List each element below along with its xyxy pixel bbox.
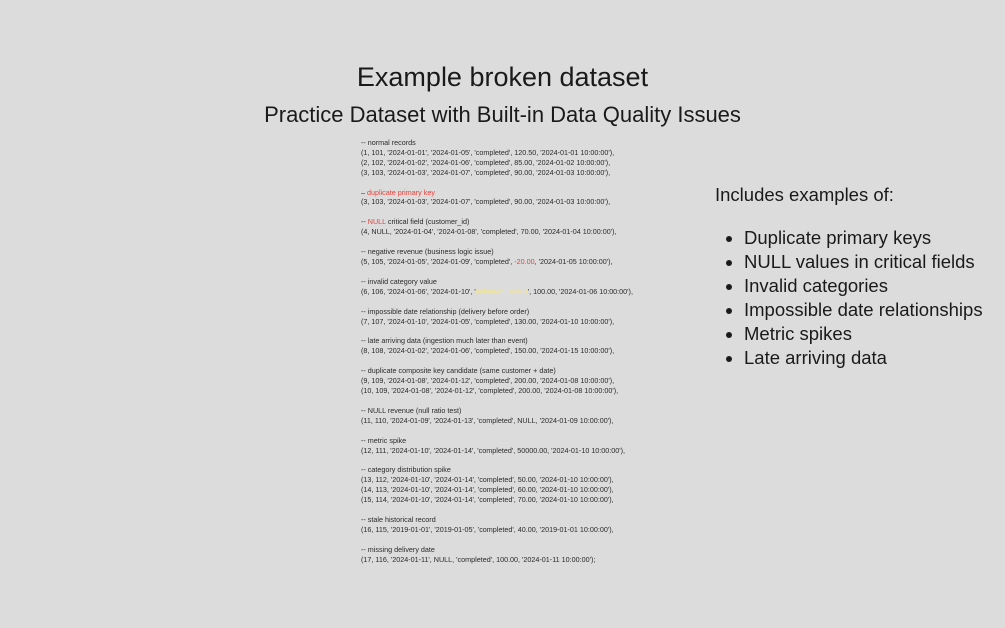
code-comment — [361, 217, 701, 227]
code-row — [361, 416, 701, 426]
code-comment — [361, 277, 701, 287]
highlighted-text: duplicate primary key — [367, 187, 435, 197]
code-group — [361, 247, 701, 267]
issue-label: Duplicate primary keys — [744, 227, 932, 248]
code-row — [361, 287, 701, 297]
code-text: ', 100.00, '2024-01-06 10:00:00'), — [527, 286, 633, 296]
issue-label: Invalid categories — [744, 275, 888, 296]
issues-list — [715, 226, 995, 370]
code-text: , '2024-01-05 10:00:00'), — [534, 257, 613, 267]
bullet-icon — [726, 308, 732, 314]
code-group — [361, 436, 701, 456]
code-comment — [361, 247, 701, 257]
code-spacer — [361, 426, 701, 436]
code-text: -- missing delivery date — [361, 544, 435, 554]
code-text: (1, 101, '2024-01-01', '2024-01-05', 'completed', 120.50, '2024-01-01 10:00:00'), — [361, 147, 615, 157]
issue-item — [744, 250, 995, 274]
code-comment — [361, 138, 701, 148]
code-row — [361, 168, 701, 178]
code-group — [361, 515, 701, 535]
code-text: -- late arriving data (ingestion much later than event) — [361, 336, 528, 346]
bullet-icon — [726, 260, 732, 266]
code-text: (5, 105, '2024-01-05', '2024-01-09', 'completed', — [361, 257, 515, 267]
code-text: (3, 103, '2024-01-03', '2024-01-07', 'completed', 90.00, '2024-01-03 10:00:00'), — [361, 167, 611, 177]
code-row — [361, 485, 701, 495]
code-comment — [361, 545, 701, 555]
issue-item — [744, 346, 995, 370]
code-text: -- duplicate composite key candidate (same customer + date) — [361, 366, 556, 376]
code-text: critical field (customer_id) — [385, 217, 470, 227]
code-text: (13, 112, '2024-01-10', '2024-01-14', 'completed', 50.00, '2024-01-10 10:00:00'), — [361, 475, 614, 485]
code-spacer — [361, 356, 701, 366]
code-text: (8, 108, '2024-01-02', '2024-01-06', 'completed', 150.00, '2024-01-15 10:00:00'), — [361, 346, 615, 356]
code-row — [361, 446, 701, 456]
code-text: (7, 107, '2024-01-10', '2024-01-05', 'completed', 130.00, '2024-01-10 10:00:00'), — [361, 316, 615, 326]
sql-code-block — [361, 138, 701, 565]
page-subtitle: Practice Dataset with Built-in Data Quality Issues — [264, 102, 741, 127]
code-group — [361, 307, 701, 327]
code-row — [361, 475, 701, 485]
issue-label: Metric spikes — [744, 323, 852, 344]
code-text: (17, 116, '2024-01-11', NULL, 'completed', 100.00, '2024-01-11 10:00:00'); — [361, 554, 596, 564]
code-comment — [361, 436, 701, 446]
code-spacer — [361, 326, 701, 336]
code-text: (11, 110, '2024-01-09', '2024-01-13', 'completed', NULL, '2024-01-09 10:00:00'), — [361, 415, 614, 425]
bullet-icon — [726, 284, 732, 290]
code-row — [361, 317, 701, 327]
code-group — [361, 406, 701, 426]
code-text: (16, 115, '2019-01-01', '2019-01-05', 'completed', 40.00, '2019-01-01 10:00:00'), — [361, 524, 614, 534]
issue-label: NULL values in critical fields — [744, 251, 975, 272]
code-row — [361, 495, 701, 505]
highlighted-text: -20.00 — [514, 257, 535, 267]
code-row — [361, 197, 701, 207]
bullet-icon — [726, 356, 732, 362]
code-text: (3, 103, '2024-01-03', '2024-01-07', 'completed', 90.00, '2024-01-03 10:00:00'), — [361, 197, 611, 207]
code-row — [361, 148, 701, 158]
code-spacer — [361, 237, 701, 247]
code-text: – — [361, 187, 367, 197]
code-text: (14, 113, '2024-01-10', '2024-01-14', 'completed', 60.00, '2024-01-10 10:00:00'), — [361, 485, 614, 495]
code-text: (2, 102, '2024-01-02', '2024-01-06', 'completed', 85.00, '2024-01-02 10:00:00'), — [361, 157, 611, 167]
code-row — [361, 257, 701, 267]
code-text: (10, 109, '2024-01-08', '2024-01-12', 'completed', 200.00, '2024-01-08 10:00:00'), — [361, 386, 619, 396]
issue-item — [744, 274, 995, 298]
code-text: -- category distribution spike — [361, 465, 451, 475]
issues-heading: Includes examples of: — [715, 184, 894, 205]
code-text: -- negative revenue (business logic issue) — [361, 247, 494, 257]
code-group — [361, 366, 701, 396]
code-spacer — [361, 267, 701, 277]
code-row — [361, 555, 701, 565]
code-spacer — [361, 455, 701, 465]
issue-label: Impossible date relationships — [744, 299, 983, 320]
issues-summary — [715, 182, 995, 370]
code-text: (15, 114, '2024-01-10', '2024-01-14', 'completed', 70.00, '2024-01-10 10:00:00'), — [361, 495, 614, 505]
code-row — [361, 525, 701, 535]
code-comment — [361, 515, 701, 525]
issue-item — [744, 298, 995, 322]
code-comment — [361, 307, 701, 317]
code-group — [361, 277, 701, 297]
code-comment — [361, 465, 701, 475]
code-text: (4, NULL, '2024-01-04', '2024-01-08', 'completed', 70.00, '2024-01-04 10:00:00'), — [361, 227, 617, 237]
code-text: -- — [361, 217, 368, 227]
code-text: -- stale historical record — [361, 515, 436, 525]
code-text: -- invalid category value — [361, 276, 437, 286]
code-comment — [361, 188, 701, 198]
issue-item — [744, 226, 995, 250]
code-comment — [361, 406, 701, 416]
bullet-icon — [726, 332, 732, 338]
code-group — [361, 545, 701, 565]
code-text: (9, 109, '2024-01-08', '2024-01-12', 'completed', 200.00, '2024-01-08 10:00:00'), — [361, 376, 615, 386]
code-group — [361, 336, 701, 356]
code-row — [361, 227, 701, 237]
issue-item — [744, 322, 995, 346]
code-row — [361, 158, 701, 168]
highlighted-text: NULL — [367, 217, 386, 227]
page-title: Example broken dataset — [356, 62, 649, 92]
code-spacer — [361, 178, 701, 188]
code-spacer — [361, 207, 701, 217]
code-spacer — [361, 396, 701, 406]
code-group — [361, 188, 701, 208]
code-text: -- metric spike — [361, 435, 407, 445]
code-comment — [361, 336, 701, 346]
code-row — [361, 386, 701, 396]
code-text: (6, 106, '2024-01-06', '2024-01-10', ' — [361, 286, 476, 296]
code-text: -- impossible date relationship (delivery before order) — [361, 306, 530, 316]
code-row — [361, 376, 701, 386]
code-spacer — [361, 505, 701, 515]
code-text: (12, 111, '2024-01-10', '2024-01-14', 'completed', 50000.00, '2024-01-10 10:00:00'), — [361, 445, 626, 455]
code-text: -- normal records — [361, 138, 416, 147]
issue-label: Late arriving data — [744, 347, 887, 368]
highlighted-text: unknown_status — [475, 286, 528, 296]
code-text: -- NULL revenue (null ratio test) — [361, 405, 462, 415]
code-comment — [361, 366, 701, 376]
code-spacer — [361, 297, 701, 307]
code-group — [361, 138, 701, 178]
code-group — [361, 465, 701, 505]
code-spacer — [361, 535, 701, 545]
bullet-icon — [726, 236, 732, 242]
code-row — [361, 346, 701, 356]
code-group — [361, 217, 701, 237]
